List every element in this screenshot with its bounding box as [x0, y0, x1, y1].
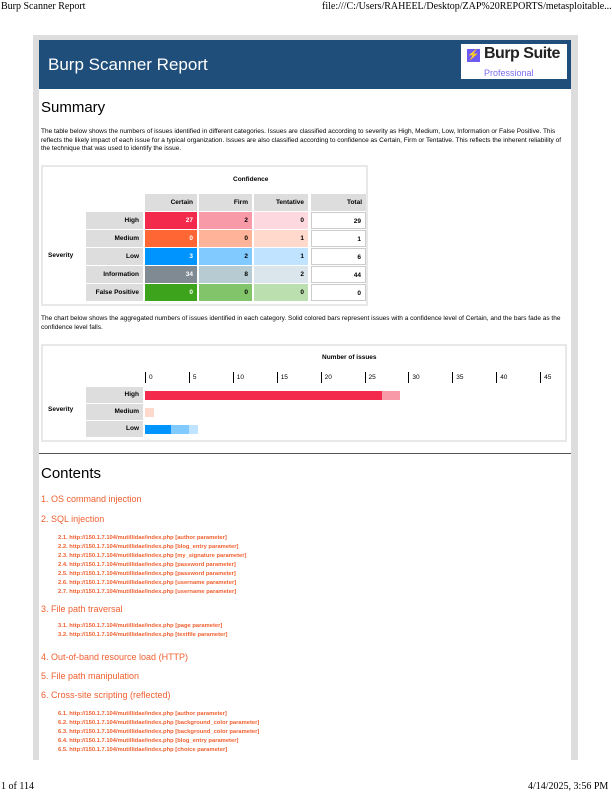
table-cell: 27	[145, 212, 197, 229]
axis-tick-label: 15	[277, 372, 288, 383]
print-datetime: 4/14/2025, 3:56 PM	[528, 781, 609, 792]
chart-category-label: Medium	[86, 404, 143, 420]
toc-subitem[interactable]: 2.6. http://150.1.7.104/mutillidae/index.php [username parameter]	[58, 580, 237, 586]
axis-tick-label: 20	[321, 372, 332, 383]
chart-category-label: High	[86, 387, 143, 403]
bar-low-certain	[145, 425, 171, 434]
bar-low-firm	[171, 425, 189, 434]
toc-subitem[interactable]: 6.4. http://150.1.7.104/mutillidae/index.php [blog_entry parameter]	[58, 738, 239, 744]
report-header	[39, 40, 571, 89]
axis-tick-label: 10	[233, 372, 244, 383]
table-cell: 0	[199, 284, 252, 301]
column-header: Firm	[199, 194, 252, 211]
row-header: False Positive	[86, 284, 143, 301]
column-header: Total	[311, 194, 366, 211]
toc-subitem[interactable]: 6.3. http://150.1.7.104/mutillidae/index.php [background_color parameter]	[58, 729, 260, 735]
toc-subitem[interactable]: 2.1. http://150.1.7.104/mutillidae/index.php [author parameter]	[58, 535, 227, 541]
table-cell: 44	[311, 266, 366, 283]
toc-item[interactable]: 4. Out-of-band resource load (HTTP)	[41, 652, 189, 662]
table-cell: 1	[254, 248, 308, 265]
toc-subitem[interactable]: 3.2. http://150.1.7.104/mutillidae/index.php [textfile parameter]	[58, 632, 228, 638]
toc-item[interactable]: 5. File path manipulation	[41, 671, 140, 681]
toc-subitem[interactable]: 3.1. http://150.1.7.104/mutillidae/index.php [page parameter]	[58, 623, 223, 629]
toc-subitem[interactable]: 2.2. http://150.1.7.104/mutillidae/index.php [blog_entry parameter]	[58, 544, 239, 550]
axis-tick-label: 35	[452, 372, 463, 383]
toc-item[interactable]: 6. Cross-site scripting (reflected)	[41, 690, 171, 700]
toc-item[interactable]: 2. SQL injection	[41, 514, 105, 524]
table-cell: 0	[254, 284, 308, 301]
browser-title: Burp Scanner Report	[1, 1, 86, 12]
chart-title: Number of issues	[322, 354, 377, 361]
toc-subitem[interactable]: 6.1. http://150.1.7.104/mutillidae/index.php [author parameter]	[58, 711, 227, 717]
chart-category-label: Low	[86, 421, 143, 437]
table-cell: 2	[254, 266, 308, 283]
bar-medium-tentative	[145, 408, 154, 417]
table-cell: 0	[254, 212, 308, 229]
summary-heading: Summary	[41, 99, 106, 116]
report-title: Burp Scanner Report	[48, 55, 208, 74]
table-cell: 0	[145, 284, 197, 301]
summary-intro: The table below shows the numbers of issues identified in different categories. Issues are classified according to severity as High, Medium, Low, Information or False Positive. This reflects the likely impact of each issue for a typical organization. Issues are also classified according to confidence as Certain, Firm or Tentative. This reflects the inherent reliability of the technique that was used to identify the issue.	[41, 128, 562, 152]
row-header: Low	[86, 248, 143, 265]
axis-tick-label: 45	[540, 372, 551, 383]
severity-label: Severity	[48, 252, 74, 259]
confidence-label: Confidence	[233, 176, 269, 183]
logo-edition: Professional	[484, 68, 534, 78]
row-header: Information	[86, 266, 143, 283]
toc-item[interactable]: 1. OS command injection	[41, 494, 142, 504]
divider	[39, 453, 571, 454]
axis-tick-label: 5	[189, 372, 197, 383]
table-cell: 3	[145, 248, 197, 265]
table-cell: 2	[199, 248, 252, 265]
column-header: Certain	[145, 194, 197, 211]
toc-subitem[interactable]: 2.4. http://150.1.7.104/mutillidae/index.php [password parameter]	[58, 562, 236, 568]
toc-subitem[interactable]: 2.7. http://150.1.7.104/mutillidae/index.php [username parameter]	[58, 589, 237, 595]
toc-subitem[interactable]: 2.3. http://150.1.7.104/mutillidae/index.php [my_signature parameter]	[58, 553, 247, 559]
column-header: Tentative	[254, 194, 308, 211]
bar-high-certain	[145, 391, 382, 400]
bar-high-firm	[382, 391, 400, 400]
row-header: Medium	[86, 230, 143, 247]
bolt-icon: ⚡	[467, 50, 480, 61]
chart-ylabel: Severity	[48, 406, 74, 413]
row-header: High	[86, 212, 143, 229]
bar-low-tentative	[189, 425, 198, 434]
table-cell: 0	[145, 230, 197, 247]
page-url: file:///C:/Users/RAHEEL/Desktop/ZAP%20REPORTS/metasploitable...	[322, 1, 612, 12]
toc-item[interactable]: 3. File path traversal	[41, 604, 123, 614]
burp-logo	[461, 44, 567, 79]
toc-subitem[interactable]: 6.2. http://150.1.7.104/mutillidae/index.php [background_color parameter]	[58, 720, 260, 726]
logo-name: Burp Suite	[484, 45, 560, 62]
table-cell: 29	[311, 212, 366, 229]
table-cell: 1	[311, 230, 366, 247]
table-cell: 0	[199, 230, 252, 247]
axis-tick-label: 25	[365, 372, 376, 383]
table-cell: 2	[199, 212, 252, 229]
table-cell: 34	[145, 266, 197, 283]
toc-subitem[interactable]: 6.5. http://150.1.7.104/mutillidae/index.php [choice parameter]	[58, 747, 228, 753]
table-cell: 8	[199, 266, 252, 283]
table-cell: 6	[311, 248, 366, 265]
contents-heading: Contents	[41, 465, 102, 482]
toc-subitem[interactable]: 2.5. http://150.1.7.104/mutillidae/index.php [password parameter]	[58, 571, 236, 577]
axis-tick-label: 0	[145, 372, 153, 383]
axis-tick-label: 40	[496, 372, 507, 383]
table-cell: 0	[311, 284, 366, 301]
page-number: 1 of 114	[1, 781, 34, 792]
chart-intro: The chart below shows the aggregated numbers of issues identified in each category. Solid colored bars represent issues with a confidence level of Certain, and the bars fade as the confidence level falls.	[41, 315, 561, 331]
axis-tick-label: 30	[408, 372, 419, 383]
table-cell: 1	[254, 230, 308, 247]
